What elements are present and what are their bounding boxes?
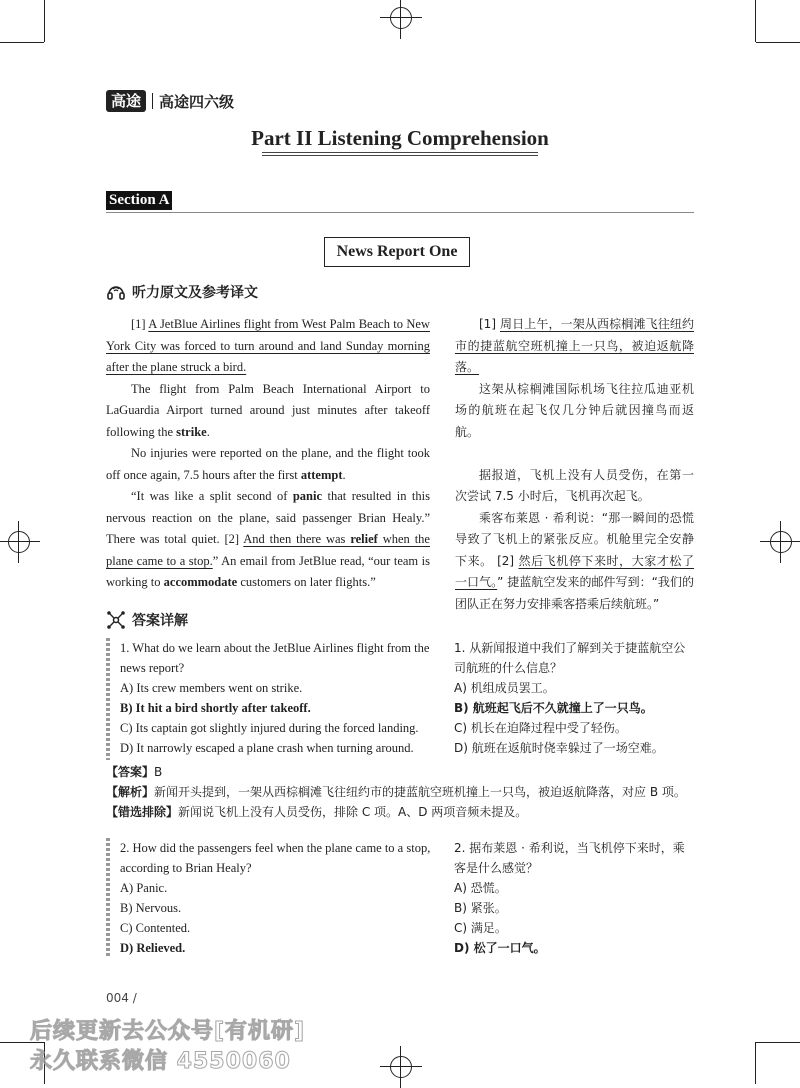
option: C) 满足。: [454, 921, 507, 935]
question-1-chinese: [454, 638, 694, 758]
question-1: [106, 638, 694, 760]
answers-heading-text: 答案详解: [132, 613, 188, 629]
option: C) 机长在迫降过程中受了轻伤。: [454, 721, 627, 735]
crop-mark: [756, 42, 800, 43]
brand-name: 高途四六级: [159, 92, 235, 111]
brand-logo: 高途: [106, 90, 146, 112]
question-2-english: [120, 838, 436, 958]
question-bar: [106, 638, 110, 760]
transcript-heading-text: 听力原文及参考译文: [132, 285, 258, 301]
elimination-line: 【错选排除】新闻说飞机上没有人员受伤，排除 C 项。A、D 两项音频未提及。: [106, 805, 528, 819]
brand-divider: [152, 93, 153, 109]
option-correct: B) It hit a bird shortly after takeoff.: [120, 701, 311, 715]
option-correct: B) 航班起飞后不久就撞上了一只鸟。: [454, 701, 653, 715]
option: D) It narrowly escaped a plane crash when turning around.: [120, 741, 414, 755]
crop-mark: [44, 0, 45, 42]
registration-mark-right: [766, 527, 796, 557]
registration-mark-top: [386, 3, 416, 33]
answers-heading: [106, 610, 188, 630]
transcript-chinese: [455, 314, 694, 615]
section-label: Section A: [106, 191, 172, 210]
option: A) Panic.: [120, 881, 168, 895]
crop-mark: [755, 0, 756, 42]
question-stem: 2. 据布莱恩 · 希利说，当飞机停下来时，乘客是什么感觉？: [454, 841, 685, 875]
question-2-chinese: [454, 838, 694, 958]
answer-line: 【答案】B: [106, 765, 163, 779]
option: B) Nervous.: [120, 901, 182, 915]
option: A) 恐慌。: [454, 881, 507, 895]
keyword: panic: [292, 489, 323, 503]
page-number: 004 /: [106, 991, 137, 1005]
question-stem: 1. What do we learn about the JetBlue Airlines flight from the news report?: [120, 641, 430, 675]
network-icon: [106, 610, 126, 630]
key-sentence-1-zh: 周日上午，一架从西棕榈滩飞往纽约市的捷蓝航空班机撞上一只鸟，被迫返航降落。: [455, 317, 694, 374]
news-title-box: News Report One: [324, 237, 470, 267]
question-stem: 1. 从新闻报道中我们了解到关于捷蓝航空公司航班的什么信息？: [454, 641, 686, 675]
headphones-icon: [106, 282, 126, 302]
option-correct: D) Relieved.: [120, 941, 186, 955]
transcript-zh-paragraph: 这架从棕榈滩国际机场飞往拉瓜迪亚机场的航班在起飞仅几分钟后就因撞鸟而返航。: [455, 381, 694, 439]
question-stem: 2. How did the passengers feel when the plane came to a stop, according to Brian Healy?: [120, 841, 431, 875]
option: C) Its captain got slightly injured during the forced landing.: [120, 721, 419, 735]
question-1-english: [120, 638, 436, 758]
key-sentence-1: A JetBlue Airlines flight from West Palm Beach to New York City was forced to turn around and land Sunday morning after the plane struck a bird.: [106, 317, 430, 374]
transcript-en-paragraph: The flight from Palm Beach International Airport to LaGuardia Airport turned around just minutes after takeoff following the strike.: [106, 381, 430, 439]
answer-explanation: [106, 762, 700, 822]
transcript-zh-paragraph: [1] 周日上午，一架从西棕榈滩飞往纽约市的捷蓝航空班机撞上一只鸟，被迫返航降落。: [455, 317, 694, 374]
question-2: [106, 838, 694, 958]
keyword: accommodate: [163, 575, 238, 589]
option: A) Its crew members went on strike.: [120, 681, 303, 695]
watermark-line-1: 后续更新去公众号[有机研]: [30, 1019, 306, 1044]
option: A) 机组成员罢工。: [454, 681, 555, 695]
title-rule: [262, 155, 538, 156]
key-sentence-2: And then there was relief when the plane came to a stop.: [106, 532, 430, 568]
transcript-en-paragraph: No injuries were reported on the plane, and the flight took off once again, 7.5 hours after the first attempt.: [106, 446, 430, 482]
title-rule: [262, 152, 538, 153]
registration-mark-left: [4, 527, 34, 557]
crop-mark: [755, 1042, 756, 1084]
keyword: strike: [176, 424, 207, 439]
analysis-line: 【解析】新闻开头提到，一架从西棕榈滩飞往纽约市的捷蓝航空班机撞上一只鸟，被迫返航降落，对应 B 项。: [106, 785, 686, 799]
transcript-english: [106, 314, 430, 594]
key-sentence-2-zh: 然后飞机停下来时，大家才松了一口气。: [455, 553, 694, 589]
crop-mark: [756, 1042, 800, 1043]
registration-mark-bottom: [386, 1052, 416, 1082]
brand-header: [106, 90, 234, 112]
option: C) Contented.: [120, 921, 191, 935]
crop-mark: [0, 42, 44, 43]
transcript-zh-paragraph: 据报道，飞机上没有人员受伤，在第一次尝试 7.5 小时后，飞机再次起飞。: [455, 467, 694, 503]
option: D) 航班在返航时侥幸躲过了一场空难。: [454, 741, 664, 755]
section-rule: [106, 212, 694, 213]
part-title: Part II Listening Comprehension: [251, 126, 549, 150]
transcript-zh-paragraph: 乘客布莱恩 · 希利说：“那一瞬间的恐慌导致了飞机上的紧张反应。机舱里完全安静下来。 [2] 然后飞机停下来时，大家才松了一口气。” 捷蓝航空发来的邮件写到：“我们的团队正在努力安排乘客搭乘后续航班。”: [455, 510, 694, 611]
transcript-en-paragraph: “It was like a split second of panic that resulted in this nervous reaction on the plane, said passenger Brian Healy.” There was total quiet. [2] And then there was relief when the plane came to a stop.” An email from JetBlue read, “our team is working to accommodate customers on later flights.”: [106, 489, 431, 589]
question-bar: [106, 838, 110, 958]
watermark-line-2: 永久联系微信 4550060: [30, 1049, 291, 1074]
option-correct: D) 松了一口气。: [454, 941, 546, 955]
transcript-heading: [106, 282, 258, 302]
option: B) 紧张。: [454, 901, 507, 915]
transcript-en-paragraph: [1] A JetBlue Airlines flight from West Palm Beach to New York City was forced to turn around and land Sunday morning after the plane struck a bird.: [106, 317, 430, 374]
keyword: attempt: [300, 467, 343, 482]
